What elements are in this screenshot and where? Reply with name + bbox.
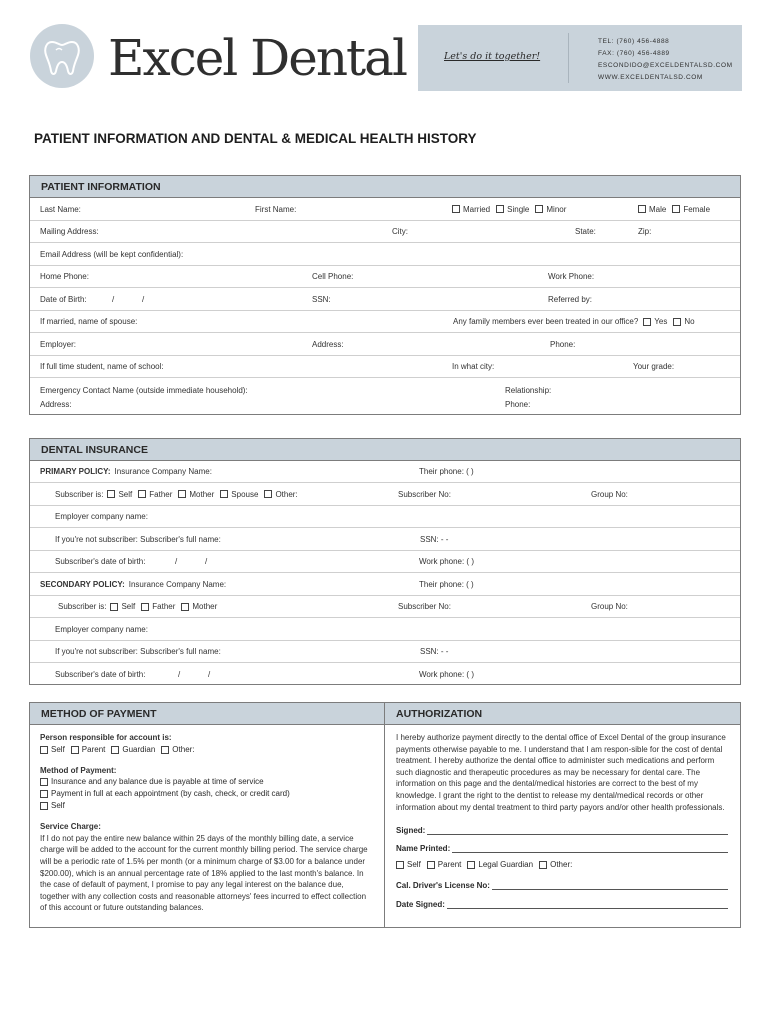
last-name-field[interactable]: Last Name:: [40, 204, 81, 214]
self-option: Self: [40, 800, 374, 812]
referred-by-field[interactable]: Referred by:: [548, 294, 593, 304]
secondary-company-field[interactable]: SECONDARY POLICY: Insurance Company Name:: [40, 579, 227, 589]
payment-authorization-section: [29, 702, 741, 928]
primary-ssn-field[interactable]: SSN: - -: [420, 534, 449, 544]
contact-email[interactable]: ESCONDIDO@EXCELDENTALSD.COM: [598, 62, 733, 69]
form-row: [30, 596, 740, 618]
secondary-ssn-field[interactable]: SSN: - -: [420, 647, 449, 656]
patient-information-section: [29, 175, 741, 415]
primary-subscriber-name-field[interactable]: If you're not subscriber: Subscriber's full name:: [55, 534, 221, 544]
contact-fax: FAX: (760) 456-4889: [598, 50, 670, 57]
emergency-contact: [40, 384, 248, 412]
brand-name: Excel Dental: [108, 29, 406, 87]
emergency-relationship: [505, 384, 551, 412]
first-name-field[interactable]: First Name:: [255, 204, 297, 214]
form-row: [30, 461, 740, 483]
date-of-birth-field[interactable]: Date of Birth:: [40, 294, 87, 304]
tooth-icon: [30, 24, 94, 88]
dob-separator: /: [142, 294, 145, 304]
page-title: PATIENT INFORMATION AND DENTAL & MEDICAL HEALTH HISTORY: [34, 131, 477, 146]
insurance-option: Insurance and any balance due is payable at time of service: [40, 776, 374, 788]
relationship-field[interactable]: Relationship:: [505, 386, 552, 395]
signer-role-options: Self Parent Legal Guardian Other:: [396, 859, 728, 871]
form-row: [30, 333, 740, 356]
family-treated-question: Any family members ever been treated in our office? Yes No: [453, 317, 695, 326]
name-printed-field[interactable]: Name Printed:: [396, 841, 728, 853]
other-checkbox[interactable]: [161, 746, 169, 754]
service-charge-label: Service Charge:: [40, 822, 101, 832]
signed-field[interactable]: Signed:: [396, 823, 728, 835]
self-pay-checkbox[interactable]: [40, 802, 48, 810]
school-name-field[interactable]: If full time student, name of school:: [40, 362, 164, 371]
secondary-subscriber-no-field[interactable]: Subscriber No:: [398, 602, 451, 611]
secondary-group-no-field[interactable]: Group No:: [591, 602, 628, 611]
parent-checkbox[interactable]: [71, 746, 79, 754]
secondary-subscriber-dob-field[interactable]: Subscriber's date of birth:: [55, 670, 146, 679]
form-row: [30, 378, 740, 416]
legal-guardian-checkbox[interactable]: [467, 861, 475, 869]
self-checkbox[interactable]: [107, 490, 115, 498]
dental-insurance-section: [29, 438, 741, 685]
employer-phone-field[interactable]: Phone:: [550, 339, 576, 349]
primary-subscriber-no-field[interactable]: Subscriber No:: [398, 489, 451, 499]
dob-separator: /: [208, 670, 211, 679]
father-checkbox[interactable]: [141, 603, 149, 611]
authorization-text: I hereby authorize payment directly to the dental office of Excel Dental of the group insurance payments otherwise payable to me. I understand that I am respon-sible for the cost of dental treatment. I hereby authorize the dental office to administer such medications and perform such diagnostic and therapeutic procedures as may be necessary for dental care. The information on this page and the dental/medical histories are correct to the best of my knowledge. I grant the right to the dentist to release my dental/medical records or other information about my dental treatment to third party payors and/or other health professionals.: [396, 733, 726, 812]
section-heading: AUTHORIZATION: [385, 703, 740, 725]
form-row: [30, 198, 740, 221]
father-checkbox[interactable]: [138, 490, 146, 498]
yes-checkbox[interactable]: [643, 318, 651, 326]
license-field[interactable]: Cal. Driver's License No:: [396, 878, 728, 890]
school-city-field[interactable]: In what city:: [452, 362, 495, 371]
logo-badge: [30, 24, 94, 88]
city-field[interactable]: City:: [392, 227, 408, 236]
section-heading: PATIENT INFORMATION: [30, 176, 740, 198]
secondary-their-phone-field[interactable]: Their phone: ( ): [419, 579, 474, 589]
employer-field[interactable]: Employer:: [40, 339, 77, 349]
mother-checkbox[interactable]: [178, 490, 186, 498]
form-row: [30, 356, 740, 378]
form-row: [30, 506, 740, 528]
form-row: [30, 663, 740, 686]
married-checkbox[interactable]: [452, 205, 460, 213]
no-checkbox[interactable]: [673, 318, 681, 326]
guardian-checkbox[interactable]: [111, 746, 119, 754]
home-phone-field[interactable]: Home Phone:: [40, 272, 89, 281]
primary-their-phone-field[interactable]: Their phone: ( ): [419, 467, 474, 476]
date-signed-field[interactable]: Date Signed:: [396, 897, 728, 909]
responsible-options: Self Parent Guardian Other:: [40, 744, 374, 756]
form-row: [30, 311, 740, 333]
form-row: [30, 573, 740, 596]
contact-box: [418, 25, 742, 91]
secondary-subscriber-name-field[interactable]: If you're not subscriber: Subscriber's full name:: [55, 647, 221, 656]
contact-website[interactable]: WWW.EXCELDENTALSD.COM: [598, 74, 703, 81]
minor-checkbox[interactable]: [535, 205, 543, 213]
self-checkbox[interactable]: [40, 746, 48, 754]
contact-divider: [568, 33, 569, 83]
mother-checkbox[interactable]: [181, 603, 189, 611]
ssn-field[interactable]: SSN:: [312, 294, 331, 304]
self-checkbox[interactable]: [110, 603, 118, 611]
other-checkbox[interactable]: [539, 861, 547, 869]
emergency-contact-name-field[interactable]: Emergency Contact Name (outside immediate household):: [40, 386, 248, 395]
single-checkbox[interactable]: [496, 205, 504, 213]
email-field[interactable]: Email Address (will be kept confidential):: [40, 249, 184, 259]
form-row: [30, 221, 740, 243]
female-checkbox[interactable]: [672, 205, 680, 213]
emergency-phone-field[interactable]: Phone:: [505, 400, 531, 409]
employer-address-field[interactable]: Address:: [312, 339, 344, 349]
form-row: [30, 618, 740, 641]
contact-tel: TEL: (760) 456-4888: [598, 38, 670, 45]
method-label: Method of Payment:: [40, 765, 117, 775]
self-checkbox[interactable]: [396, 861, 404, 869]
form-row: [30, 551, 740, 573]
secondary-employer-company-field[interactable]: Employer company name:: [55, 624, 148, 634]
parent-checkbox[interactable]: [427, 861, 435, 869]
form-row: [30, 288, 740, 311]
section-heading: DENTAL INSURANCE: [30, 439, 740, 461]
service-charge-text: If I do not pay the entire new balance within 25 days of the monthly billing date, a service charge will be added to the account for the current monthly billing period. The service charge will be a periodic rate of 1.5% per month (or a minimum charge of $3.00 for a balance under $200.00), which is an annual percentage rate of 18% applied to the last month's balance. In the case of default of payment, I promise to pay any legal interest on the balance due, together with any collection costs and reasonable attorneys' fees incurred to effect collection of this account or future outstanding balances.: [40, 833, 368, 913]
other-checkbox[interactable]: [264, 490, 272, 498]
emergency-contact-address-field[interactable]: Address:: [40, 400, 72, 409]
primary-company-field[interactable]: PRIMARY POLICY: Insurance Company Name:: [40, 467, 212, 476]
primary-employer-company-field[interactable]: Employer company name:: [55, 512, 148, 521]
work-phone-field[interactable]: Work Phone:: [548, 272, 595, 281]
tagline: Let's do it together!: [444, 51, 541, 62]
male-checkbox[interactable]: [638, 205, 646, 213]
form-row: [30, 528, 740, 551]
spouse-name-field[interactable]: If married, name of spouse:: [40, 317, 138, 326]
contact-info: [598, 36, 733, 84]
grade-field[interactable]: Your grade:: [633, 362, 675, 371]
responsible-label: Person responsible for account is:: [40, 733, 172, 742]
zip-field[interactable]: Zip:: [638, 227, 652, 236]
primary-group-no-field[interactable]: Group No:: [591, 489, 628, 499]
form-row: [30, 266, 740, 288]
secondary-work-phone-field[interactable]: Work phone: ( ): [419, 670, 474, 679]
cell-phone-field[interactable]: Cell Phone:: [312, 272, 354, 281]
full-payment-checkbox[interactable]: [40, 790, 48, 798]
gender-options: Male Female: [638, 198, 716, 220]
insurance-checkbox[interactable]: [40, 778, 48, 786]
section-heading: METHOD OF PAYMENT: [30, 703, 384, 725]
form-row: [30, 243, 740, 266]
dob-separator: /: [175, 557, 178, 566]
secondary-subscriber-options: Subscriber is: Self Father Mother: [58, 602, 218, 611]
marital-options: Married Single Minor: [452, 198, 572, 220]
method-of-payment: [30, 703, 385, 927]
spouse-checkbox[interactable]: [220, 490, 228, 498]
form-row: [30, 641, 740, 663]
dob-separator: /: [205, 557, 208, 566]
primary-subscriber-options: Subscriber is: Self Father Mother Spouse Other:: [55, 489, 298, 499]
full-payment-option: Payment in full at each appointment (by cash, check, or credit card): [40, 788, 374, 800]
authorization: [385, 703, 740, 927]
primary-subscriber-dob-field[interactable]: Subscriber's date of birth:: [55, 557, 146, 566]
mailing-address-field[interactable]: Mailing Address:: [40, 227, 99, 236]
form-row: [30, 483, 740, 506]
dob-separator: /: [112, 294, 115, 304]
dob-separator: /: [178, 670, 181, 679]
primary-work-phone-field[interactable]: Work phone: ( ): [419, 557, 474, 566]
state-field[interactable]: State:: [575, 227, 596, 236]
